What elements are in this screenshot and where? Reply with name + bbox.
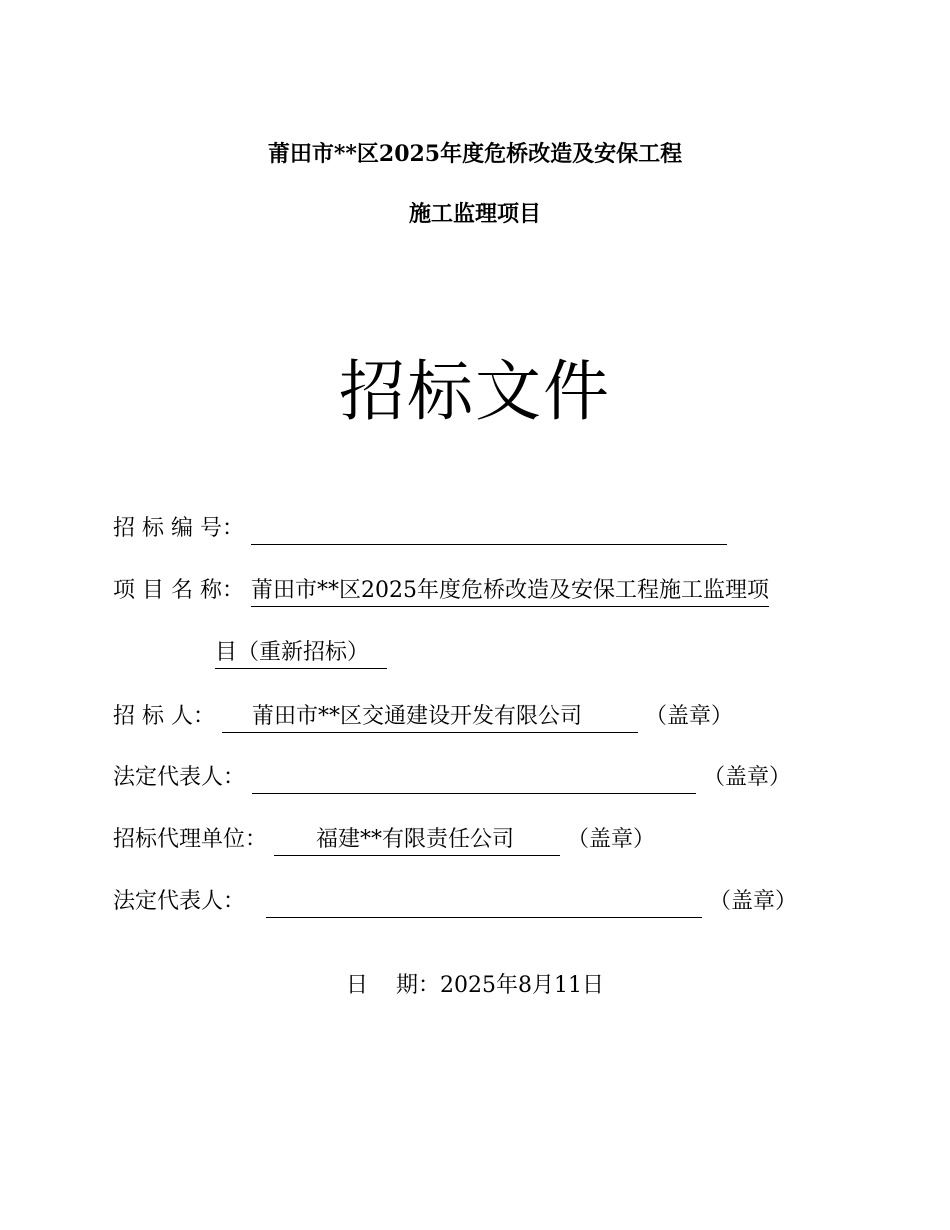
- legal-representative-blank-2: [266, 887, 702, 918]
- project-name-value-line-2: 目（重新招标）: [215, 638, 387, 669]
- date-label: 日 期：: [346, 973, 440, 998]
- project-title-line-1: 莆田市**区2025年度危桥改造及安保工程: [267, 141, 683, 167]
- project-name-row-continued: [215, 638, 387, 669]
- legal-representative-row-1: [113, 763, 791, 794]
- legal-representative-seal-note-1: （盖章）: [703, 765, 792, 790]
- document-main-title: 招标文件: [339, 353, 611, 430]
- tenderer-value: 莆田市**区交通建设开发有限公司: [222, 702, 638, 733]
- tenderer-row: [113, 702, 733, 733]
- legal-representative-label-2: 法定代表人：: [113, 889, 246, 914]
- agent-label: 招标代理单位：: [113, 827, 268, 852]
- date-row: [0, 971, 950, 1001]
- tender-number-blank: [251, 514, 727, 545]
- legal-representative-blank-1: [252, 763, 696, 794]
- tender-number-label: 招 标 编 号：: [113, 516, 244, 541]
- project-name-value-line-1: 莆田市**区2025年度危桥改造及安保工程施工监理项: [251, 576, 769, 607]
- tenderer-label: 招 标 人：: [113, 704, 215, 729]
- agent-seal-note: （盖章）: [567, 827, 656, 852]
- agent-row: [113, 825, 655, 856]
- project-name-row: [113, 576, 769, 607]
- date-value: 2025年8月11日: [440, 973, 604, 998]
- project-title-line-2: 施工监理项目: [408, 201, 541, 227]
- legal-representative-label-1: 法定代表人：: [113, 765, 246, 790]
- legal-representative-seal-note-2: （盖章）: [709, 889, 798, 914]
- tenderer-seal-note: （盖章）: [645, 704, 734, 729]
- legal-representative-row-2: [113, 887, 797, 918]
- project-name-label: 项 目 名 称：: [113, 578, 244, 603]
- agent-value: 福建**有限责任公司: [274, 825, 560, 856]
- tender-number-row: [113, 514, 727, 545]
